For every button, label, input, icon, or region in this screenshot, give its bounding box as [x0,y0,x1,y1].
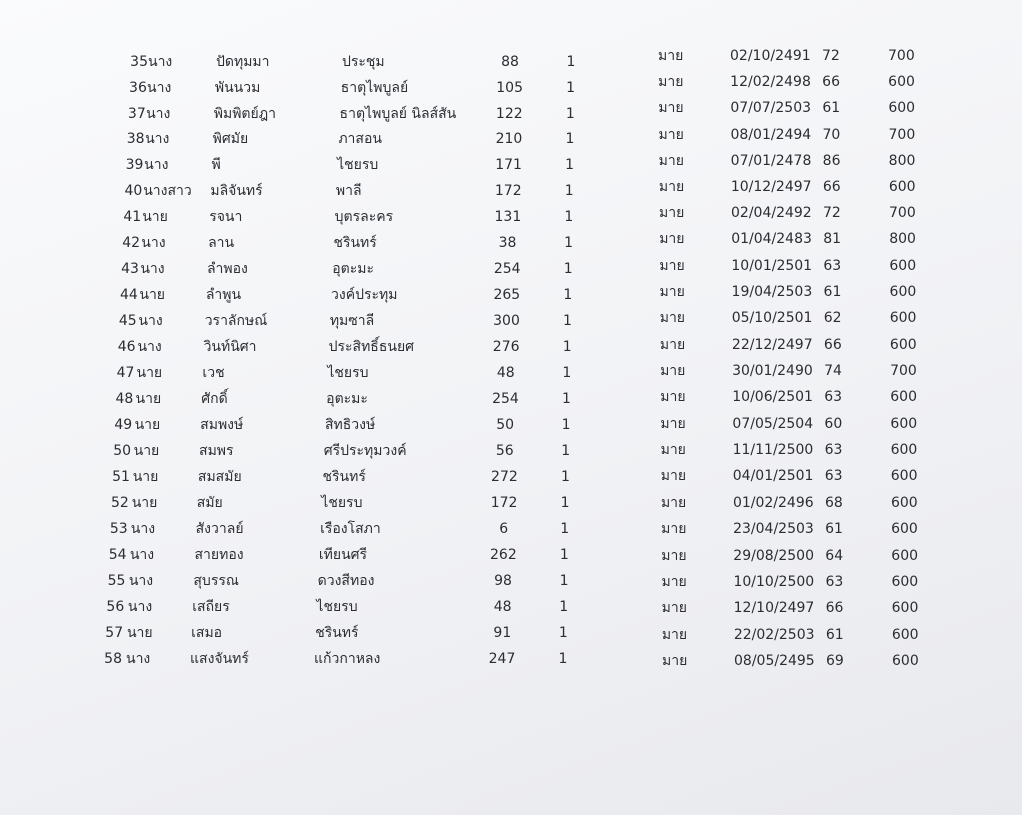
allowance-amount: 600 [890,494,918,511]
age: 70 [822,126,841,143]
birth-date: 02/10/2491 [730,48,811,64]
allowance-amount: 600 [889,257,917,274]
allowance-amount: 600 [888,100,916,117]
house-number: 50 [496,416,515,433]
status-text: มาย [659,231,685,248]
first-name: พิมพิตย์ฎา [213,105,276,122]
table-row [92,647,1012,671]
row-number: 54 [108,546,127,563]
village-number: 1 [562,338,572,355]
status-text: มาย [658,152,684,169]
status-text: มาย [662,653,688,670]
last-name: ชรินทร์ [315,625,359,642]
age: 61 [823,283,842,300]
name-title: นางสาว [143,183,192,200]
last-name: พาลี [335,183,362,200]
village-number: 1 [564,183,574,200]
row-number: 36 [129,79,147,96]
age: 64 [825,547,844,564]
last-name: ไชยรบ [327,364,369,381]
birth-date: 11/11/2500 [732,441,814,458]
age: 66 [822,178,841,195]
house-number: 272 [491,468,518,485]
last-name: ประชุม [342,54,385,70]
first-name: เวช [202,364,225,381]
row-number: 49 [114,416,133,433]
house-number: 6 [499,520,509,537]
name-title: นาง [129,546,155,563]
status-text: มาย [660,468,687,485]
allowance-amount: 600 [888,178,916,195]
row-number: 53 [109,520,128,537]
last-name: อุตะมะ [332,260,375,277]
age: 62 [823,310,842,327]
name-title: นาง [141,234,166,251]
table-row [98,517,1009,541]
birth-date: 08/01/2494 [730,126,812,143]
village-number: 1 [560,494,570,511]
age: 63 [825,573,844,590]
table-row [116,102,999,126]
status-text: มาย [658,126,684,143]
table-row [95,569,1010,593]
name-title: นาย [139,286,166,303]
birth-date: 01/04/2483 [731,231,812,248]
status-text: มาย [658,48,684,64]
status-text: มาย [660,415,686,432]
table-row [118,50,998,74]
last-name: แก้วกาหลง [314,651,381,668]
table-row [109,257,1003,281]
age: 74 [824,362,842,379]
village-number: 1 [558,625,568,642]
village-number: 1 [566,79,576,96]
first-name: สมพงษ์ [200,416,244,433]
last-name: เรืองโสภา [320,520,381,537]
table-row [110,231,1002,255]
first-name: สายทอง [194,546,244,563]
village-number: 1 [566,54,576,70]
allowance-amount: 700 [888,48,915,64]
table-row [103,387,1006,411]
allowance-amount: 800 [889,231,916,248]
name-title: นาง [148,54,173,70]
row-number: 57 [105,625,124,642]
age: 63 [823,257,842,274]
birth-date: 22/12/2497 [731,336,813,353]
birth-date: 29/08/2500 [733,547,814,564]
village-number: 1 [564,234,573,251]
birth-date: 04/01/2501 [732,468,814,485]
first-name: เสมอ [191,625,223,642]
first-name: สุบรรณ [193,573,239,590]
age: 63 [824,389,843,406]
name-title: นาง [138,312,163,329]
name-title: นาง [147,79,172,96]
row-number: 47 [116,364,135,381]
row-number: 40 [124,183,143,200]
house-number: 171 [495,157,522,174]
table-row [101,439,1007,463]
first-name: รจนา [209,209,243,226]
village-number: 1 [565,131,575,148]
last-name: ทุมซาลี [329,312,375,329]
allowance-amount: 600 [891,600,919,617]
status-text: มาย [660,389,686,406]
name-title: นาง [127,599,153,616]
first-name: พี [211,157,221,174]
name-title: นาง [137,338,162,355]
table-row [117,76,999,100]
age: 69 [826,653,844,670]
name-title: นาย [142,209,168,226]
birth-date: 01/02/2496 [732,494,814,511]
village-number: 1 [559,546,569,563]
name-title: นาง [145,131,170,148]
status-text: มาย [658,74,684,91]
table-row [97,543,1010,567]
first-name: มลิจันทร์ [210,183,263,200]
table-row [108,283,1004,307]
name-title: นาง [126,651,151,668]
last-name: ชรินทร์ [322,468,366,485]
allowance-amount: 800 [888,152,916,169]
table-row [112,179,1001,203]
allowance-amount: 600 [891,573,919,590]
allowance-amount: 600 [890,415,918,432]
last-name: ดวงสีทอง [317,573,375,590]
table-row [107,309,1004,333]
village-number: 1 [560,520,570,537]
house-number: 254 [493,260,521,277]
status-text: มาย [660,494,687,511]
village-number: 1 [563,286,573,303]
birth-date: 10/10/2500 [733,573,815,590]
allowance-amount: 600 [891,626,919,643]
house-number: 98 [494,573,512,590]
last-name: ธาตุไพบูลย์ [340,79,409,96]
house-number: 56 [495,442,514,459]
last-name: อุตะมะ [326,390,368,407]
name-title: นาย [136,364,163,381]
age: 72 [823,205,841,222]
allowance-amount: 700 [890,362,917,379]
allowance-amount: 600 [890,389,917,406]
first-name: วราลักษณ์ [204,312,268,329]
birth-date: 10/01/2501 [731,257,813,274]
status-text: มาย [661,626,688,643]
house-number: 172 [494,183,522,200]
house-number: 265 [493,286,521,303]
name-title: นาย [126,625,153,642]
last-name: ไชยรบ [316,599,358,616]
age: 60 [824,415,843,432]
village-number: 1 [558,651,568,668]
age: 68 [824,494,843,511]
age: 61 [822,100,841,117]
allowance-amount: 600 [889,310,917,327]
age: 86 [822,152,841,169]
first-name: สังวาลย์ [195,520,244,537]
birth-date: 07/01/2478 [730,152,812,169]
row-number: 48 [115,390,134,407]
row-number: 52 [110,494,129,511]
allowance-amount: 600 [890,468,918,485]
house-number: 122 [495,105,523,122]
row-number: 43 [121,260,139,277]
table-row [102,413,1006,437]
allowance-amount: 600 [891,547,919,564]
village-number: 1 [560,468,570,485]
age: 66 [823,336,842,353]
last-name: ไชยรบ [337,157,379,174]
row-number: 55 [107,573,126,590]
last-name: เทียนศรี [318,546,368,563]
name-title: นาย [133,442,160,459]
row-number: 42 [122,234,141,251]
house-number: 38 [498,234,517,251]
status-text: มาย [660,362,686,379]
allowance-amount: 700 [889,205,916,222]
row-number: 58 [104,651,122,668]
birth-date: 23/04/2503 [733,521,814,538]
allowance-amount: 600 [891,521,918,538]
house-number: 48 [493,599,512,616]
first-name: ปัดทุมมา [216,54,270,70]
birth-date: 02/04/2492 [731,205,812,222]
row-number: 56 [106,599,125,616]
village-number: 1 [563,312,572,329]
birth-date: 22/02/2503 [733,626,815,643]
table-row [115,127,1000,151]
table-row [94,595,1011,619]
row-number: 46 [117,338,136,355]
row-number: 41 [123,209,142,226]
first-name: ลาน [208,234,235,251]
first-name: วินท์นิศา [203,338,257,355]
house-number: 254 [492,390,519,407]
last-name: ชรินทร์ [333,234,377,251]
village-number: 1 [562,390,571,407]
table-row [111,205,1001,229]
village-number: 1 [561,416,571,433]
first-name: พิศมัย [212,131,249,148]
last-name: ภาสอน [338,131,382,148]
status-text: มาย [658,178,685,195]
house-number: 172 [490,494,518,511]
age: 61 [825,626,844,643]
first-name: ลำพอง [206,260,248,277]
allowance-amount: 700 [888,126,916,143]
last-name: บุตรละคร [334,209,394,226]
first-name: เสถียร [192,599,230,616]
age: 63 [824,441,843,458]
first-name: แสงจันทร์ [190,651,249,668]
name-title: นาง [144,157,169,174]
house-number: 48 [496,364,515,381]
name-title: นาย [132,468,159,485]
name-title: นาย [134,416,161,433]
status-text: มาย [661,547,687,564]
house-number: 105 [496,79,523,96]
age: 72 [822,48,840,64]
status-text: มาย [659,205,685,222]
first-name: สมัย [196,494,223,511]
birth-date: 05/10/2501 [731,310,813,327]
first-name: พันนวม [214,79,261,96]
row-number: 50 [113,442,132,459]
birth-date: 07/05/2504 [732,415,814,432]
status-text: มาย [660,441,686,458]
allowance-amount: 600 [892,653,919,670]
house-number: 210 [495,131,523,148]
allowance-amount: 600 [889,283,917,300]
status-text: มาย [659,336,686,353]
birth-date: 12/02/2498 [730,74,811,91]
age: 61 [825,521,843,538]
first-name: ลำพูน [205,286,242,303]
last-name: ประสิทธิ์ธนยศ [328,338,415,355]
status-text: มาย [661,521,687,538]
last-name: ธาตุไพบูลย์ นิลส์สัน [339,105,457,122]
last-name: วงค์ประทุม [331,286,398,303]
status-text: มาย [658,100,684,117]
birth-date: 30/01/2490 [732,362,813,379]
house-number: 91 [493,625,512,642]
village-number: 1 [559,599,569,616]
village-number: 1 [561,442,571,459]
last-name: ไชยรบ [321,494,363,511]
birth-date: 08/05/2495 [734,653,815,670]
status-text: มาย [659,310,686,327]
village-number: 1 [563,260,573,277]
house-number: 276 [492,338,520,355]
birth-date: 10/12/2497 [730,178,812,195]
house-number: 247 [488,651,516,668]
birth-date: 07/07/2503 [730,100,812,117]
name-title: นาย [135,390,162,407]
status-text: มาย [659,257,685,274]
status-text: มาย [659,283,685,300]
allowance-amount: 600 [890,441,918,458]
age: 66 [822,74,840,91]
table-row [93,621,1011,645]
village-number: 1 [562,364,572,381]
age: 63 [824,468,843,485]
village-number: 1 [565,157,575,174]
status-text: มาย [661,573,687,590]
last-name: ศรีประทุมวงค์ [323,442,407,459]
village-number: 1 [565,105,575,122]
name-title: นาง [140,260,165,277]
birth-date: 19/04/2503 [731,283,813,300]
village-number: 1 [559,573,569,590]
house-number: 88 [501,54,519,70]
name-title: นาง [146,105,171,122]
village-number: 1 [564,209,574,226]
name-title: นาย [131,494,158,511]
allowance-amount: 600 [888,74,915,91]
age: 81 [823,231,842,248]
last-name: สิทธิวงษ์ [324,416,376,433]
age: 66 [825,600,844,617]
birth-date: 12/10/2497 [733,600,815,617]
name-title: นาง [130,520,156,537]
table-row [106,335,1005,359]
status-text: มาย [661,600,687,617]
table-row [99,491,1009,515]
first-name: ศักดิ์ [201,390,228,407]
row-number: 39 [125,157,144,174]
house-number: 262 [490,546,517,563]
table-row [113,153,1000,177]
table-row [104,361,1005,385]
allowance-amount: 600 [889,336,917,353]
name-title: นาง [128,573,154,590]
first-name: สมสมัย [197,468,242,485]
row-number: 35 [130,54,148,70]
row-number: 45 [118,312,137,329]
row-number: 44 [119,286,138,303]
house-number: 300 [493,312,520,329]
table-row [100,465,1008,489]
row-number: 37 [127,105,146,122]
house-number: 131 [494,209,522,226]
row-number: 51 [112,468,130,485]
first-name: สมพร [199,442,234,459]
row-number: 38 [126,131,145,148]
birth-date: 10/06/2501 [732,389,813,406]
